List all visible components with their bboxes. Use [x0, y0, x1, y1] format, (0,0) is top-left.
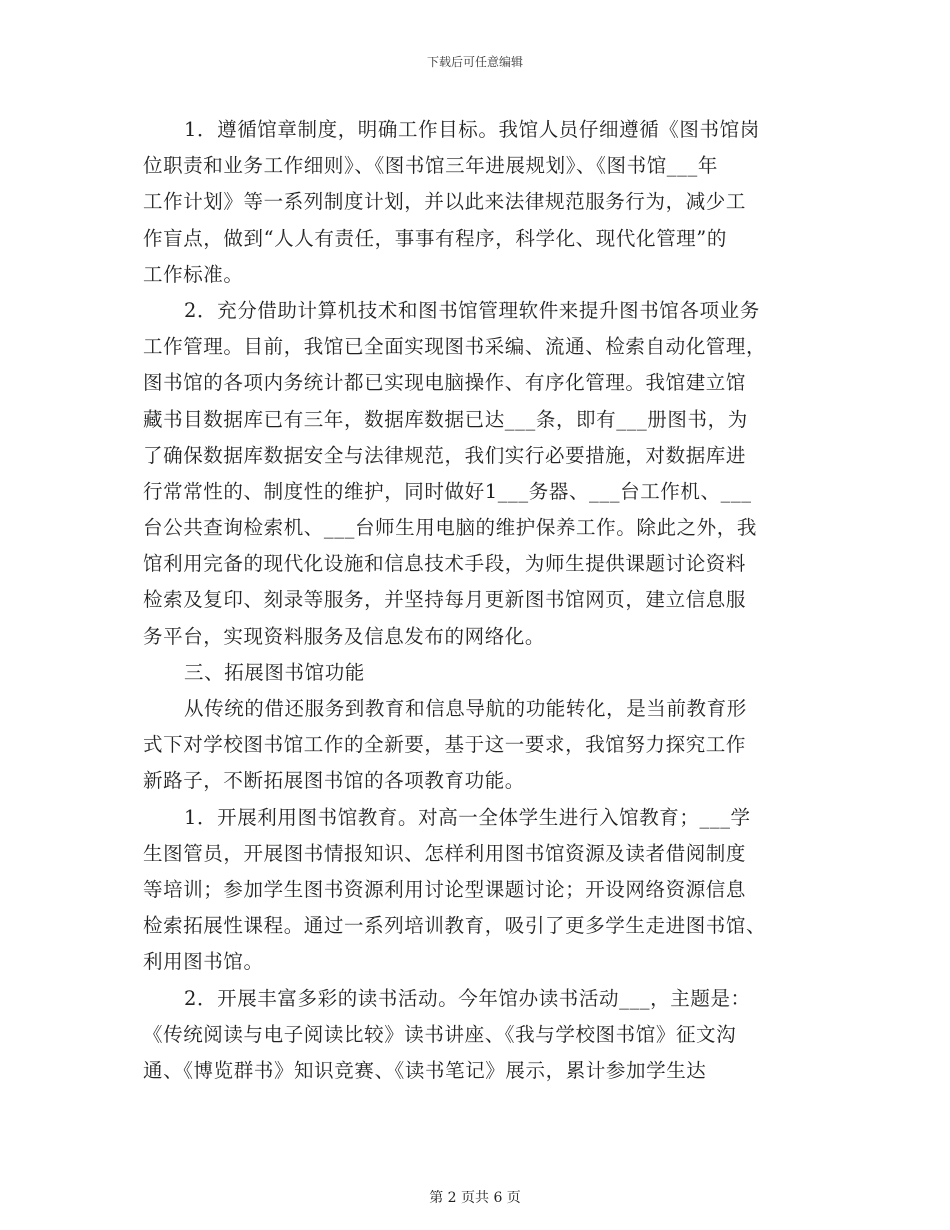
text-line: 2．开展丰富多彩的读书活动。今年馆办读书活动___，主题是：	[184, 986, 751, 1010]
text-line: 台公共查询检索机、___台师生用电脑的维护保养工作。除此之外，我	[143, 516, 757, 540]
text-line: 检索及复印、刻录等服务，并坚持每月更新图书馆网页，建立信息服	[143, 588, 747, 612]
text-line: 2．充分借助计算机技术和图书馆管理软件来提升图书馆各项业务	[184, 298, 760, 322]
text-line: 从传统的借还服务到教育和信息导航的功能转化，是当前教育形	[184, 697, 747, 720]
text-line: 工作标准。	[143, 262, 244, 286]
text-line: 务平台，实现资料服务及信息发布的网络化。	[143, 624, 546, 648]
text-line: 等培训；参加学生图书资源利用讨论型课题讨论；开设网络资源信息	[143, 877, 747, 901]
text-line: 检索拓展性课程。通过一系列培训教育，吸引了更多学生走进图书馆、	[143, 914, 767, 938]
text-line: 藏书目数据库已有三年，数据库数据已达___条，即有___册图书，为	[143, 407, 748, 431]
text-line: 1．遵循馆章制度，明确工作目标。我馆人员仔细遵循《图书馆岗	[184, 118, 760, 141]
text-line: 行常常性的、制度性的维护，同时做好1___务器、___台工作机、___	[143, 479, 752, 503]
text-line: 馆利用完备的现代化设施和信息技术手段，为师生提供课题讨论资料	[143, 552, 747, 576]
page-footer: 第 2 页共 6 页	[429, 1190, 521, 1206]
text-line: 位职责和业务工作细则》、《图书馆三年进展规划》、《图书馆___年	[143, 154, 718, 178]
page-header: 下载后可任意编辑	[426, 55, 523, 69]
text-line: 新路子，不断拓展图书馆的各项教育功能。	[143, 769, 525, 793]
text-line: 1．开展利用图书馆教育。对高一全体学生进行入馆教育；___学	[184, 805, 751, 829]
text-line: 作盲点，做到“人人有责任，事事有程序，科学化、现代化管理”的	[143, 226, 727, 250]
text-line: 工作计划》等一系列制度计划，并以此来法律规范服务行为，减少工	[143, 190, 747, 214]
document-body	[143, 112, 805, 1089]
text-line: 了确保数据库数据安全与法律规范，我们实行必要措施，对数据库进	[143, 443, 747, 467]
text-line: 式下对学校图书馆工作的全新要，基于这一要求，我馆努力探究工作	[143, 733, 747, 757]
text-line: 工作管理。目前，我馆已全面实现图书采编、流通、检索自动化管理，	[143, 335, 767, 359]
text-line: 《传统阅读与电子阅读比较》读书讲座、《我与学校图书馆》征文沟	[143, 1022, 737, 1046]
text-line: 利用图书馆。	[143, 950, 264, 974]
text-line: 生图管员，开展图书情报知识、怎样利用图书馆资源及读者借阅制度	[143, 841, 747, 865]
text-line: 通、《博览群书》知识竞赛、《读书笔记》展示，累计参加学生达	[143, 1058, 707, 1082]
text-line: 图书馆的各项内务统计都已实现电脑操作、有序化管理。我馆建立馆	[143, 371, 747, 395]
text-line: 三、拓展图书馆功能	[184, 660, 365, 684]
